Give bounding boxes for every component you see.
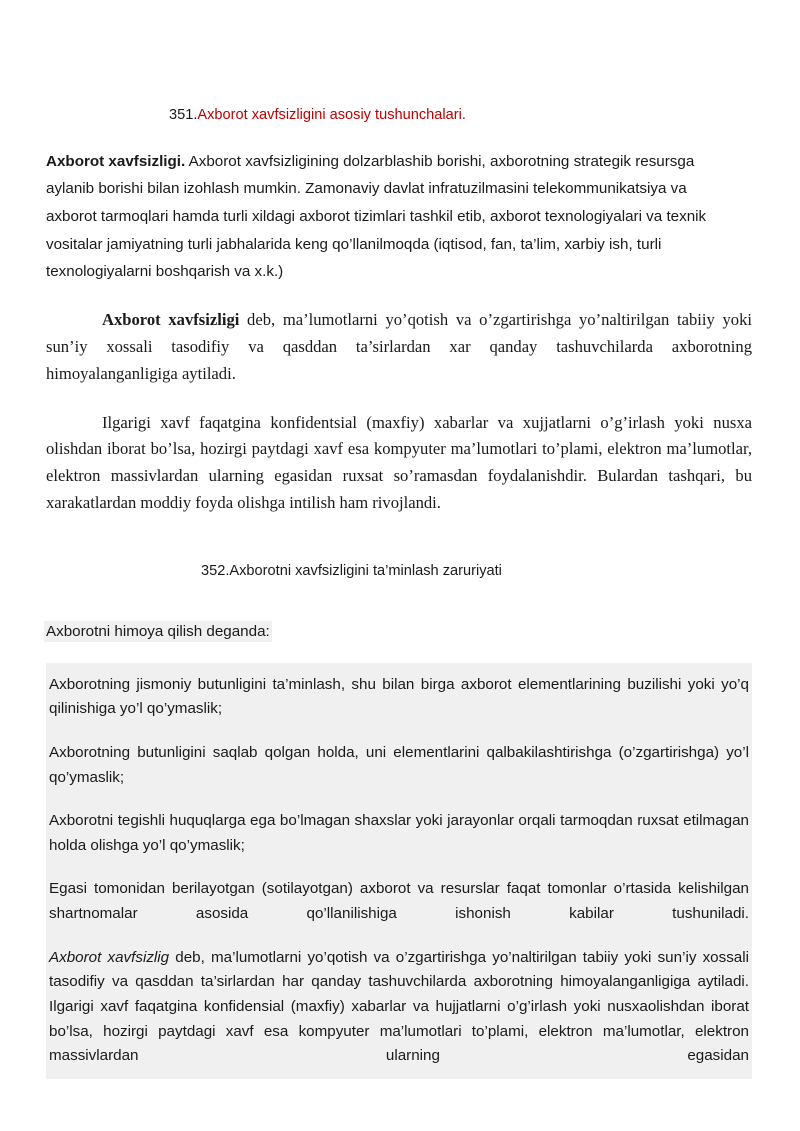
section-one-heading-text: Axborot xavfsizligini asosiy tushunchalari. xyxy=(197,107,466,123)
intro-paragraph-wrap xyxy=(46,126,754,286)
highlighted-block xyxy=(46,663,752,1079)
definition-paragraph xyxy=(46,307,752,388)
section-two-heading-wrap xyxy=(46,517,754,582)
definition-paragraph-wrap xyxy=(46,286,754,388)
bullet-paragraph: Axborotning jismoniy butunligini ta’minlash, shu bilan birga axborot elementlarining buzilishi yoki yo’q qilinishiga yo’l qo’ymaslik; xyxy=(49,675,749,718)
bullet-paragraph: Axborotning butunligini saqlab qolgan holda, uni elementlarini qalbakilashtirishga (o’zgartirishga) yo’l qo’ymaslik; xyxy=(49,743,749,786)
section-one-heading-number: 351. xyxy=(169,107,198,123)
bullet-paragraph: Egasi tomonidan berilayotgan (sotilayotgan) axborot va resurslar faqat tomonlar o’rtasida kelishilgan shartnomalar asosida qo’llanilishiga ishonish kabilar tushuniladi. xyxy=(49,880,749,923)
section-one-heading xyxy=(169,106,754,126)
history-paragraph-wrap xyxy=(46,388,754,518)
document-content xyxy=(46,0,754,1079)
intro-body: Axborot xavfsizligining dolzarblashib borishi, axborotning strategik resursga aylanib borishi bilan izohlash mumkin. Zamonaviy davlat infratuzilmasini telekommunikatsiya va axborot tarmoqlari hamda turli xildagi axborot tizimlari tashkil etib, axborot texnologiyalari va texnik vositalar jamiyatning turli jabhalarida keng qo’llanilmoqda (iqtisod, fan, ta’lim, xarbiy ish, turli texnologiyalarni boshqarish va x.k.) xyxy=(46,152,707,281)
section-one-heading-wrap xyxy=(46,0,754,126)
subtitle-wrap xyxy=(46,582,754,647)
section-two-heading-text: Axborotni xavfsizligini ta’minlash zaruriyati xyxy=(229,563,502,580)
closing-lead: Axborot xavfsizlig xyxy=(49,948,170,966)
subtitle-label: Axborotni himoya qilish deganda: xyxy=(46,622,270,640)
closing-paragraph xyxy=(46,946,752,1069)
bullet-paragraph: Axborotni tegishli huquqlarga ega bo’lmagan shaxslar yoki jarayonlar orqali tarmoqdan ruxsat etilmagan holda olishga yo’l qo’ymaslik; xyxy=(49,812,749,854)
closing-body: deb, ma’lumotlarni yo’qotish va o’zgartirishga yo’naltirilgan tabiiy yoki sun’iy xossali tasodifiy va qasddan ta’sirlardan har qanday tashuvchilarda axborotning himoyalanganligiga aytiladi. Ilgarigi xavf faqatgina konfidensial (maxfiy) xabarlar va hujjatlarni o’g’irlash yoki nusxaolishdan iborat bo’lsa, hozirgi paytdagi xavf esa kompyuter ma’lumotlari to’plami, elektron ma’lumotlar, elektron massivlardan ularning egasidan xyxy=(49,948,749,1065)
section-two-heading-number: 352. xyxy=(201,563,230,580)
history-paragraph: Ilgarigi xavf faqatgina konfidentsial (maxfiy) xabarlar va xujjatlarni o’g’irlash yoki nusxa olishdan iborat bo’lsa, hozirgi paytdagi xavf esa kompyuter ma’lumotlari to’plami, elektron ma’lumotlar, elektron massivlardan ularning egasidan ruxsat so’ramasdan foydalanishdir. Bulardan tashqari, bu xarakatlardan moddiy foyda olishga intilish ham rivojlandi. xyxy=(46,412,752,513)
definition-lead: Axborot xavfsizligi xyxy=(102,309,240,329)
definition-body: deb, ma’lumotlarni yo’qotish va o’zgartirishga yo’naltirilgan tabiiy yoki sun’iy xossali tasodifiy va qasddan ta’sirlardan xar qanday tashuvchilarda axborotning himoyalanganligiga aytiladi. xyxy=(46,309,752,383)
intro-paragraph xyxy=(46,148,736,286)
intro-lead: Axborot xavfsizligi. xyxy=(46,152,186,170)
section-two-heading xyxy=(201,562,754,582)
